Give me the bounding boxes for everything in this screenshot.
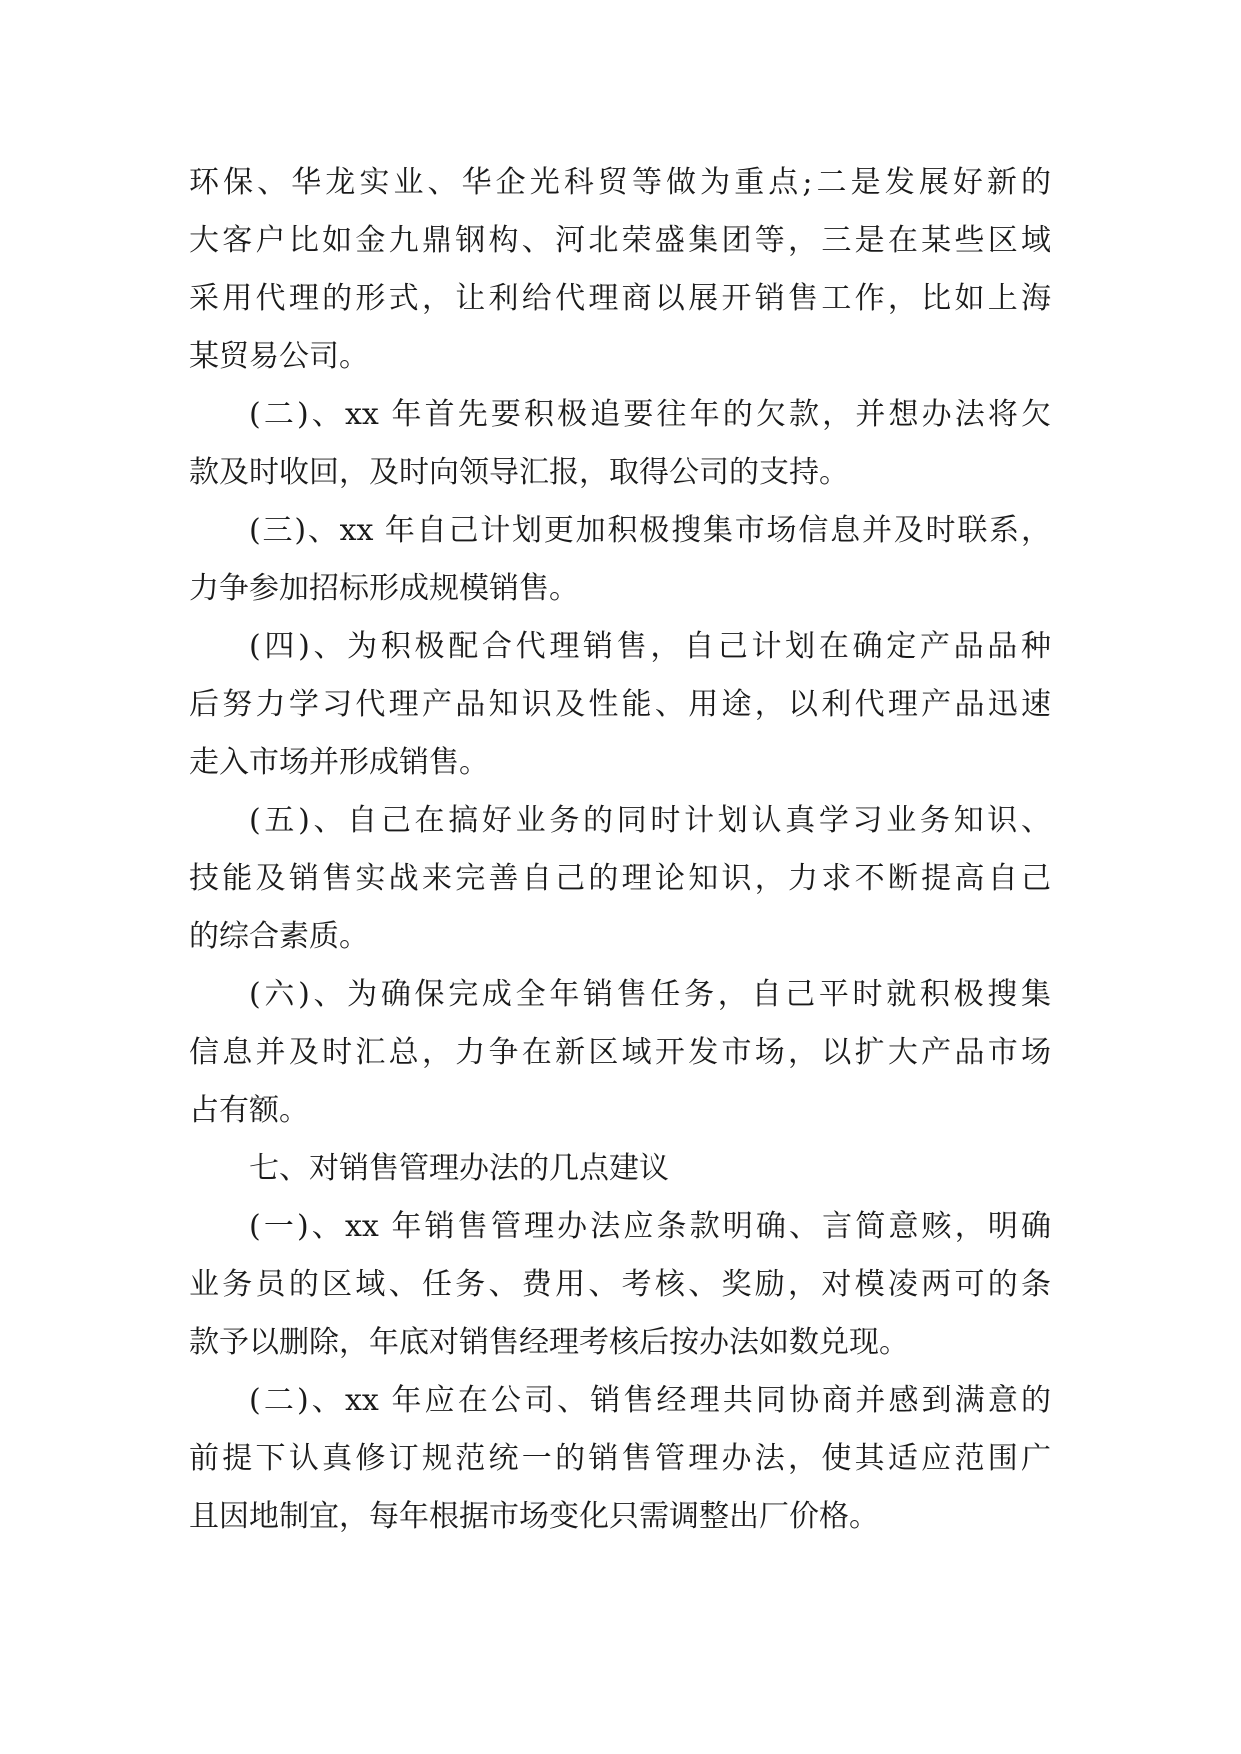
text-line: 技能及销售实战来完善自己的理论知识，力求不断提高自己 xyxy=(189,861,1051,896)
text-line: 款及时收回，及时向领导汇报，取得公司的支持。 xyxy=(189,455,849,490)
text-line: (二)、xx 年首先要积极追要往年的欠款，并想办法将欠 xyxy=(249,397,1051,432)
text-line: (四)、为积极配合代理销售，自己计划在确定产品品种 xyxy=(249,629,1051,664)
text-line: 大客户比如金九鼎钢构、河北荣盛集团等，三是在某些区域 xyxy=(189,223,1051,258)
text-line: 信息并及时汇总，力争在新区域开发市场，以扩大产品市场 xyxy=(189,1035,1051,1070)
text-line: 且因地制宜，每年根据市场变化只需调整出厂价格。 xyxy=(189,1499,879,1534)
text-line: (五)、自己在搞好业务的同时计划认真学习业务知识、 xyxy=(249,803,1051,838)
text-line: 某贸易公司。 xyxy=(189,339,369,374)
text-line: 占有额。 xyxy=(189,1093,309,1128)
text-line: (六)、为确保完成全年销售任务，自己平时就积极搜集 xyxy=(249,977,1051,1012)
text-line: 的综合素质。 xyxy=(189,919,369,954)
text-line: 环保、华龙实业、华企光科贸等做为重点;二是发展好新的 xyxy=(189,165,1051,200)
text-line: 后努力学习代理产品知识及性能、用途，以利代理产品迅速 xyxy=(189,687,1051,722)
text-line: 款予以删除，年底对销售经理考核后按办法如数兑现。 xyxy=(189,1325,909,1360)
text-line: (二)、xx 年应在公司、销售经理共同协商并感到满意的 xyxy=(249,1383,1051,1418)
text-line: 采用代理的形式，让利给代理商以展开销售工作，比如上海 xyxy=(189,281,1051,316)
document-body xyxy=(189,154,1051,1546)
text-line: (三)、xx 年自己计划更加积极搜集市场信息并及时联系， xyxy=(249,513,1051,548)
text-line: 走入市场并形成销售。 xyxy=(189,745,489,780)
text-line: (一)、xx 年销售管理办法应条款明确、言简意赅，明确 xyxy=(249,1209,1051,1244)
text-line: 前提下认真修订规范统一的销售管理办法，使其适应范围广 xyxy=(189,1441,1051,1476)
text-line: 力争参加招标形成规模销售。 xyxy=(189,571,579,606)
section-heading: 七、对销售管理办法的几点建议 xyxy=(249,1151,669,1186)
text-line: 业务员的区域、任务、费用、考核、奖励，对模凌两可的条 xyxy=(189,1267,1051,1302)
